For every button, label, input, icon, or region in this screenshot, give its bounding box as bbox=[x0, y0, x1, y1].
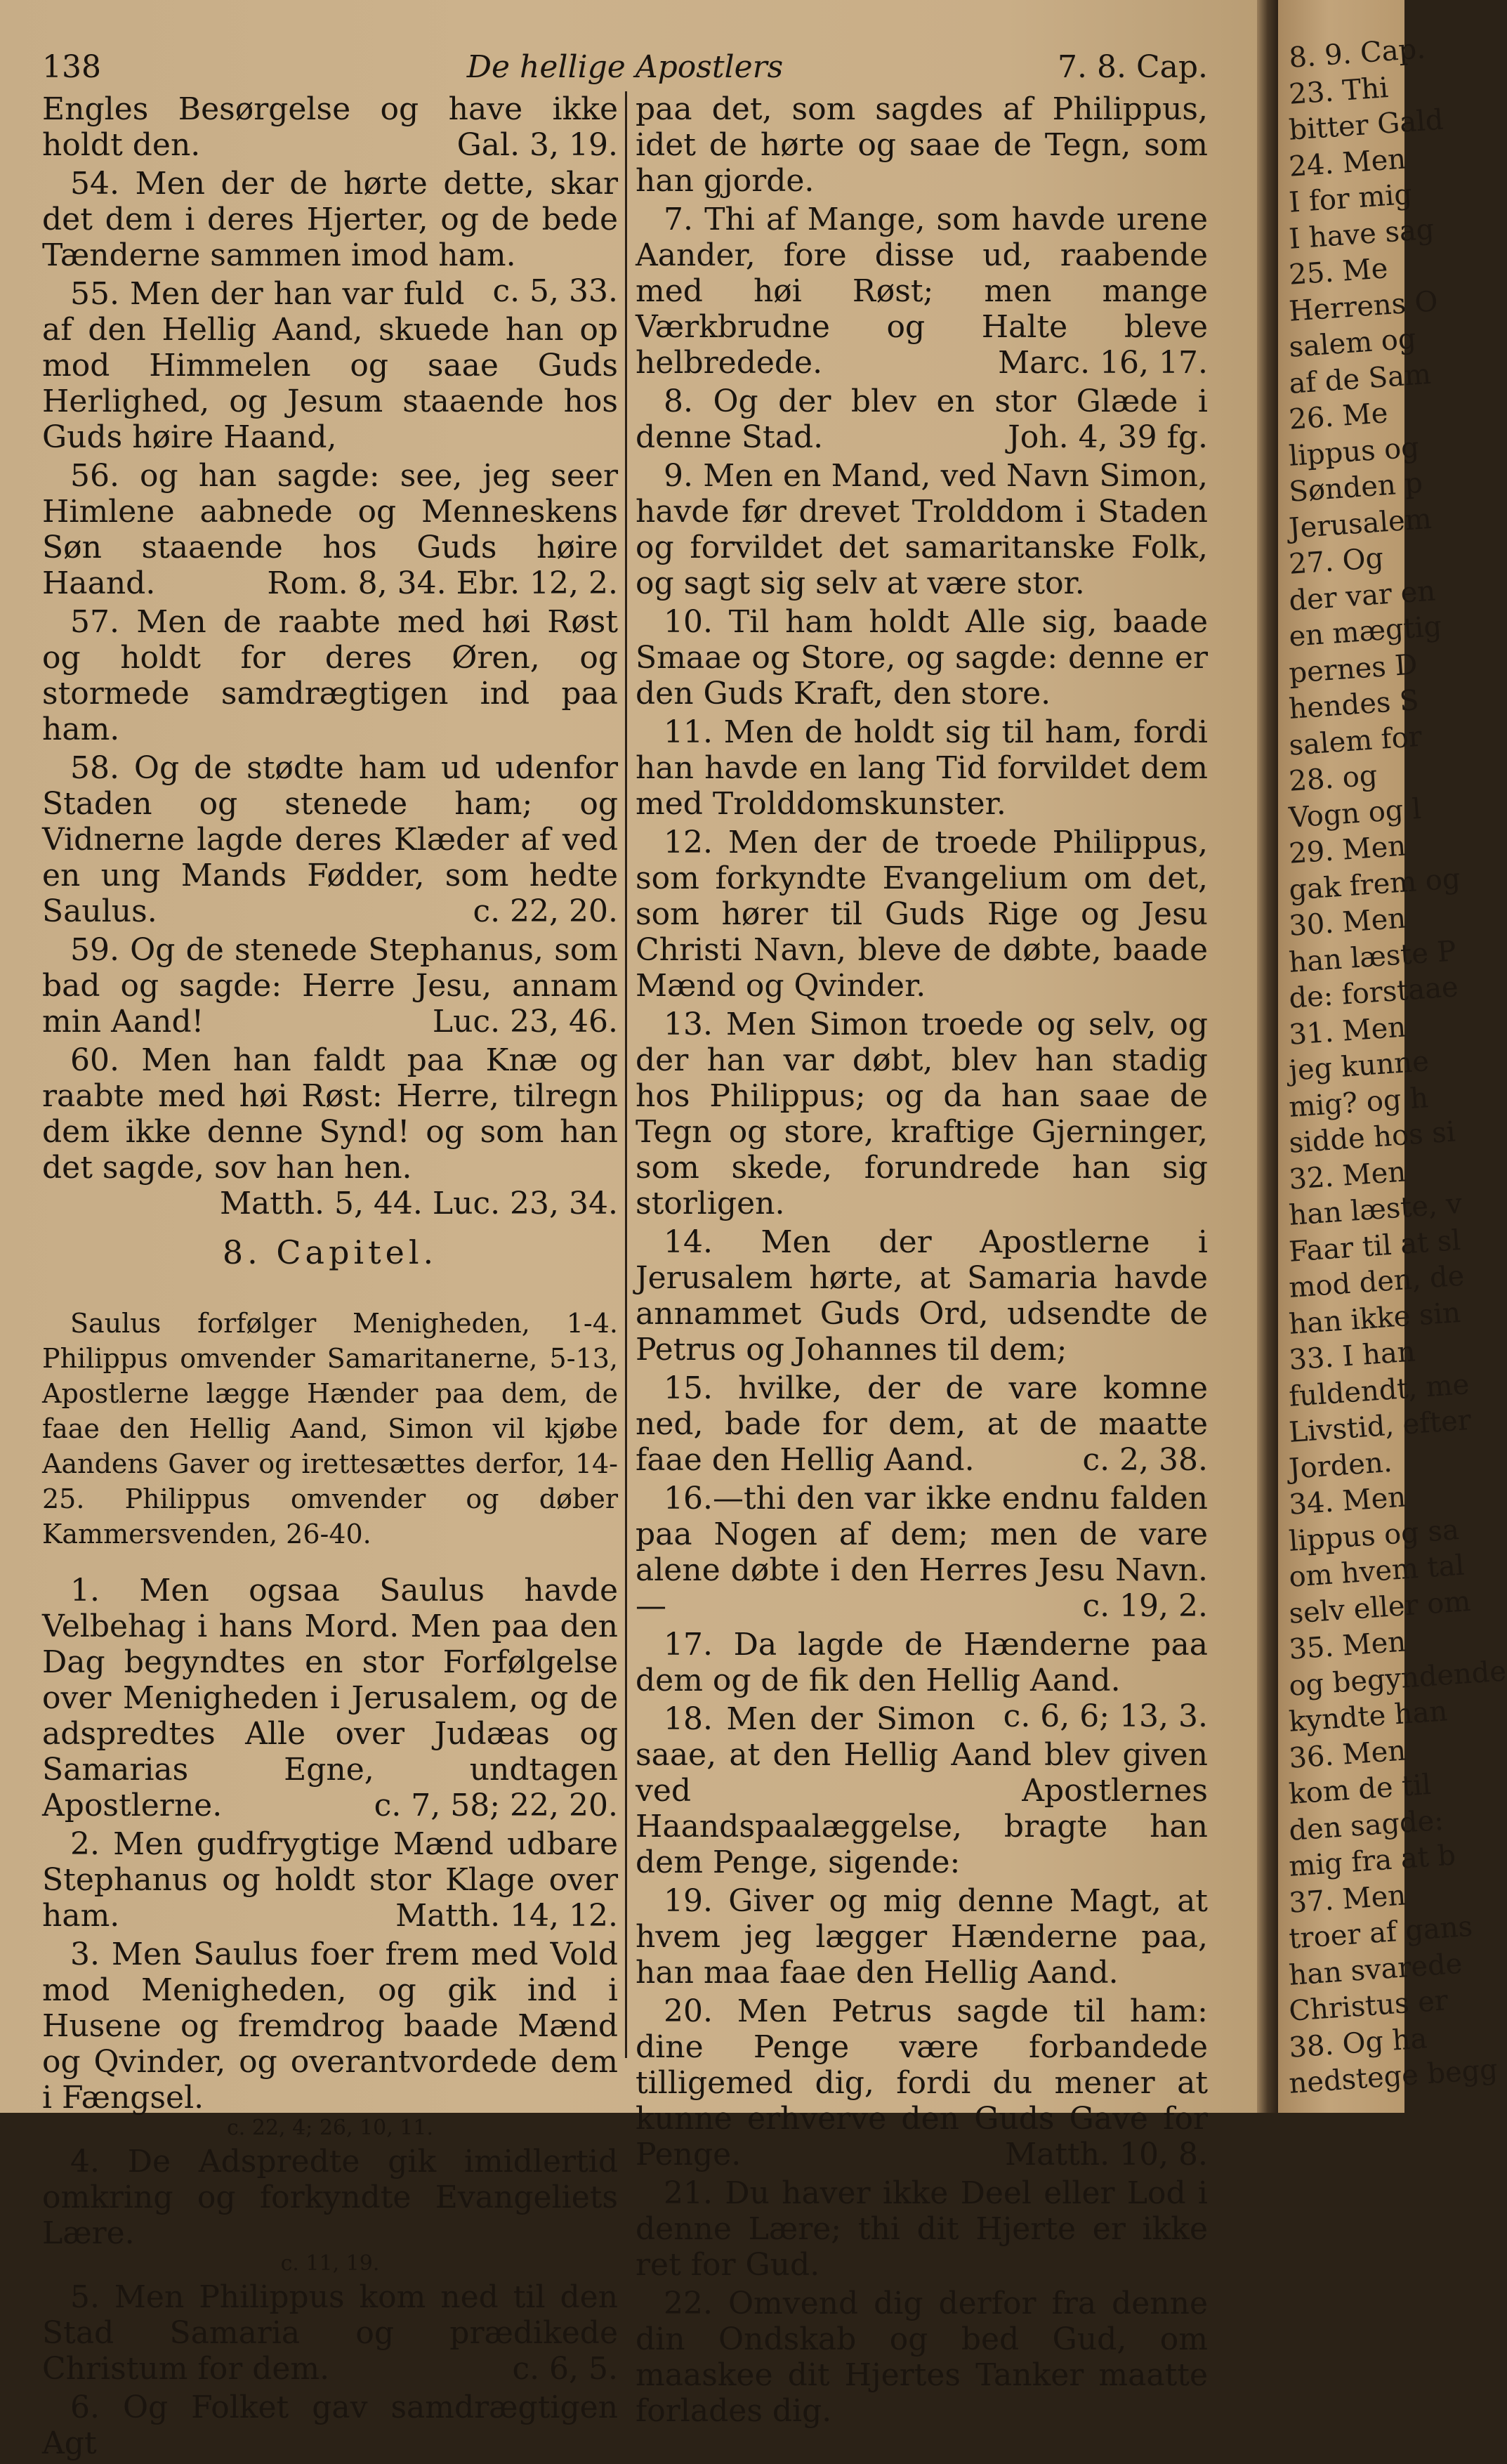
next-page-line: han læste P bbox=[1288, 934, 1458, 979]
verse-list bbox=[42, 166, 618, 1221]
verse-text: 19. Giver og mig denne Magt, at hvem jeg lægger Hænderne paa, han maa faae den Hellig Aand. bbox=[636, 1883, 1208, 1991]
verse-list bbox=[42, 1573, 618, 2461]
verse bbox=[42, 2279, 618, 2387]
next-page-edge bbox=[1278, 0, 1507, 2113]
cross-reference: c. 22, 20. bbox=[473, 893, 618, 929]
next-page-line: han læste, v bbox=[1288, 1187, 1463, 1232]
book-gutter bbox=[1257, 0, 1278, 2113]
verse-text: 14. Men der Apostlerne i Jerusalem hørte, at Samaria havde annammet Guds Ord, udsendte de Petrus og Johannes til dem; bbox=[636, 1224, 1208, 1368]
verse-text: 21. Du haver ikke Deel eller Lod i denne Lære; thi dit Hjerte er ikke ret for Gud. bbox=[636, 2175, 1208, 2283]
verse bbox=[636, 458, 1208, 601]
cross-reference: c. 7, 58; 22, 20. bbox=[374, 1788, 618, 1823]
verse-text: 54. Men der de hørte dette, skar det dem i deres Hjerter, og de bede Tænderne sammen imod ham. bbox=[42, 166, 618, 273]
cross-reference: Matth. 10, 8. bbox=[1005, 2137, 1208, 2173]
verse bbox=[636, 1007, 1208, 1221]
left-column bbox=[42, 91, 618, 2464]
cross-reference: Joh. 4, 39 fg. bbox=[1008, 419, 1208, 455]
next-page-line: salem for bbox=[1288, 720, 1423, 762]
verse-text: 11. Men de holdt sig til ham, fordi han havde en lang Tid forvildet dem med Trolddomskunster. bbox=[636, 714, 1208, 822]
cross-reference: c. 11, 19. bbox=[280, 2251, 380, 2276]
next-page-line: Jerusalem bbox=[1288, 502, 1433, 545]
chapter-summary: Saulus forfølger Menigheden, 1-4. Philippus omvender Samaritanerne, 5-13, Apostlerne lægge Hænder paa dem, de faae den Hellig Aand, Simon vil kjøbe Aandens Gaver og irettesættes derfor, 14-25. Philippus omvender og døber Kammersvenden, 26-40. bbox=[42, 1308, 618, 1549]
verse-text: 10. Til ham holdt Alle sig, baade Smaae og Store, og sagde: denne er den Guds Kraft, den store. bbox=[636, 604, 1208, 712]
verse bbox=[636, 384, 1208, 455]
verse-text: 7. Thi af Mange, som havde urene Aander, fore disse ud, raabende med høi Røst; men mange Værkbrudne og Halte bleve helbredede. bbox=[636, 202, 1208, 381]
next-page-line: Faar til at sl bbox=[1288, 1224, 1462, 1269]
verse-list bbox=[636, 202, 1208, 2429]
next-page-line: Vogn og l bbox=[1288, 792, 1423, 834]
verse-text: 20. Men Petrus sagde til ham: dine Penge være forbandede tilligemed dig, fordi du mener at kunne erhverve den Guds Gave for Penge. bbox=[636, 1993, 1208, 2173]
next-page-line: 37. Men bbox=[1288, 1878, 1407, 1920]
next-page-line: Christus er bbox=[1288, 1984, 1449, 2028]
verse-text: 56. og han sagde: see, jeg seer Himlene aabnede og Menneskens Søn staaende hos Guds høire Haand. bbox=[42, 458, 618, 601]
next-page-line: den sagde: bbox=[1288, 1804, 1445, 1847]
verse-text: 4. De Adspredte gik imidlertid omkring og forkyndte Evangeliets Lære. bbox=[42, 2144, 618, 2251]
verse-text: 59. Og de stenede Stephanus, som bad og sagde: Herre Jesu, annam min Aand! bbox=[42, 932, 618, 1040]
cross-reference: c. 19, 2. bbox=[1082, 1588, 1208, 1624]
next-page-line: af de Sam bbox=[1288, 358, 1433, 400]
next-page-line: 27. Og bbox=[1288, 542, 1385, 581]
verse bbox=[42, 604, 618, 747]
next-page-line: I for mig bbox=[1288, 178, 1414, 219]
next-page-line: 38. Og ha bbox=[1288, 2021, 1428, 2064]
next-page-line: nedstege begg bbox=[1288, 2053, 1499, 2100]
verse-text: 15. hvilke, der de vare komne ned, bade for dem, at de maatte faae den Hellig Aand. bbox=[636, 1370, 1208, 1478]
running-title: De hellige Apostlers bbox=[466, 49, 784, 85]
verse-text: 3. Men Saulus foer frem med Vold mod Menigheden, og gik ind i Husene og fremdrog baade Mænd og Qvinder, og overantvordede dem i Fængsel. bbox=[42, 1937, 618, 2116]
next-page-line: Herrens O bbox=[1288, 284, 1439, 328]
verse bbox=[42, 750, 618, 929]
verse-text: 8. Og der blev en stor Glæde i denne Stad. bbox=[636, 384, 1208, 455]
next-page-line: mig? og h bbox=[1288, 1081, 1430, 1124]
next-page-line: pernes D bbox=[1288, 648, 1419, 690]
verse bbox=[42, 2390, 618, 2461]
right-column bbox=[636, 91, 1208, 2432]
next-page-line: salem og bbox=[1288, 322, 1417, 364]
next-page-line: 34. Men bbox=[1288, 1481, 1407, 1521]
verse bbox=[636, 825, 1208, 1004]
verse bbox=[42, 1573, 618, 1823]
page-number: 138 bbox=[42, 49, 101, 85]
next-page-line: 33. I han bbox=[1288, 1335, 1416, 1377]
next-page-line: sidde hos si bbox=[1288, 1115, 1456, 1160]
verse-text: 2. Men gudfrygtige Mænd udbare Stephanus og holdt stor Klage over ham. bbox=[42, 1826, 618, 1934]
verse-text: 17. Da lagde de Hænderne paa dem og de fik den Hellig Aand. bbox=[636, 1627, 1208, 1698]
next-page-line: mod den, de bbox=[1288, 1259, 1466, 1304]
verse-continuation: paa det, som sagdes af Philippus, idet de hørte og saae de Tegn, som han gjorde. bbox=[636, 91, 1208, 199]
verse bbox=[636, 1993, 1208, 2173]
next-page-line: kom de til bbox=[1288, 1768, 1433, 1811]
next-page-line: de: forstaae bbox=[1288, 971, 1460, 1015]
next-page-line: I have sag bbox=[1288, 213, 1435, 256]
cross-reference: Marc. 16, 17. bbox=[998, 345, 1208, 381]
next-page-line: Sønden p bbox=[1288, 466, 1424, 509]
verse bbox=[636, 2175, 1208, 2283]
next-page-line: gak frem og bbox=[1288, 862, 1461, 907]
page-header bbox=[42, 49, 1208, 91]
next-page-line: der var en bbox=[1288, 574, 1437, 617]
next-page-line: kyndte han bbox=[1288, 1695, 1449, 1738]
verse-text: 22. Omvend dig derfor fra denne din Ondskab og bed Gud, om maaskee dit Hjertes Tanker maatte forlades dig. bbox=[636, 2286, 1208, 2429]
next-page-line: selv eller om bbox=[1288, 1585, 1472, 1630]
verse bbox=[42, 1826, 618, 1934]
cross-reference: Rom. 8, 34. Ebr. 12, 2. bbox=[267, 565, 618, 601]
next-page-line: om hvem tal bbox=[1288, 1549, 1466, 1594]
cross-reference: Matth. 14, 12. bbox=[395, 1898, 618, 1934]
verse-text: 57. Men de raabte med høi Røst og holdt for deres Øren, og stormede samdrægtigen ind paa ham. bbox=[42, 604, 618, 747]
next-page-line: 31. Men bbox=[1288, 1010, 1407, 1051]
next-page-line: og begyndende bbox=[1288, 1654, 1507, 1703]
next-page-line: 24. Men bbox=[1288, 142, 1407, 183]
cross-reference: Matth. 5, 44. Luc. 23, 34. bbox=[220, 1186, 618, 1221]
next-page-line: 35. Men bbox=[1288, 1625, 1407, 1666]
chapter-heading: 8. Capitel. bbox=[222, 1233, 438, 1271]
verse-text: 5. Men Philippus kom ned til den Stad Samaria og prædikede Christum for dem. bbox=[42, 2279, 618, 2387]
next-page-line: 26. Me bbox=[1288, 397, 1389, 436]
next-page-line: jeg kunne bbox=[1288, 1045, 1430, 1087]
chapter-range: 7. 8. Cap. bbox=[1058, 49, 1208, 85]
cross-reference: c. 6, 5. bbox=[512, 2351, 618, 2387]
verse-text: 60. Men han faldt paa Knæ og raabte med høi Røst: Herre, tilregn dem ikke denne Synd! og som han det sagde, sov han hen. bbox=[42, 1042, 618, 1186]
next-page-line: 25. Me bbox=[1288, 252, 1389, 291]
cross-reference: c. 2, 38. bbox=[1082, 1442, 1208, 1478]
verse bbox=[636, 1370, 1208, 1478]
next-page-line: Jorden. bbox=[1288, 1446, 1393, 1486]
next-page-line: han ikke sin bbox=[1288, 1296, 1462, 1341]
next-page-line: troer af gans bbox=[1288, 1910, 1474, 1955]
verse-text: 1. Men ogsaa Saulus havde Velbehag i hans Mord. Men paa den Dag begyndtes en stor Forfølgelse over Menigheden i Jerusalem, og de adspredtes Alle over Judæas og Samarias Egne, undtagen Apostlerne. bbox=[42, 1573, 618, 1823]
verse-text: 12. Men der de troede Philippus, som forkyndte Evangelium om det, som hører til Guds Rige og Jesu Christi Navn, bleve de døbte, baade Mænd og Qvinder. bbox=[636, 825, 1208, 1004]
verse bbox=[636, 1224, 1208, 1368]
verse-text: 18. Men der Simon saae, at den Hellig Aand blev given ved Apostlernes Haandspaalæggelse, bragte han dem Penge, sigende: bbox=[636, 1701, 1208, 1880]
cross-reference: c. 22, 4; 26, 10, 11. bbox=[226, 2116, 434, 2140]
verse bbox=[636, 1627, 1208, 1734]
verse bbox=[42, 932, 618, 1040]
cross-reference: Gal. 3, 19. bbox=[456, 127, 618, 163]
next-page-line: 36. Men bbox=[1288, 1734, 1407, 1775]
verse bbox=[42, 166, 618, 309]
verse bbox=[636, 1481, 1208, 1624]
verse-text: 55. Men der han var fuld af den Hellig Aand, skuede han op mod Himmelen og saae Guds Herlighed, og Jesum staaende hos Guds høire Haand, bbox=[42, 276, 618, 455]
next-page-line: 28. og bbox=[1288, 759, 1378, 798]
next-page-line: 29. Men bbox=[1288, 830, 1407, 870]
next-page-line: han svarede bbox=[1288, 1947, 1463, 1992]
next-page-line: bitter Gald bbox=[1288, 103, 1445, 147]
verse-text: 6. Og Folket gav samdrægtigen Agt bbox=[42, 2390, 618, 2461]
next-page-line: mig fra at b bbox=[1288, 1839, 1457, 1883]
verse-text: 16.—thi den var ikke endnu falden paa Nogen af dem; men de vare alene døbte i den Herres Jesu Navn.— bbox=[636, 1481, 1208, 1624]
column-divider bbox=[625, 91, 627, 2058]
next-page-line: lippus og sa bbox=[1288, 1513, 1461, 1558]
verse bbox=[42, 2144, 618, 2276]
next-page-line: hendes S bbox=[1288, 684, 1420, 726]
next-page-line: fuldendt, me bbox=[1288, 1368, 1470, 1413]
verse bbox=[42, 1042, 618, 1221]
cross-reference: c. 5, 33. bbox=[492, 273, 618, 309]
next-page-line: 30. Men bbox=[1288, 902, 1407, 943]
cross-reference: c. 6, 6; 13, 3. bbox=[1003, 1698, 1208, 1734]
cross-reference: Luc. 23, 46. bbox=[432, 1004, 618, 1040]
verse-continuation: Engles Besørgelse og have ikke holdt den. Gal. 3, 19. bbox=[42, 91, 618, 163]
next-page-line: Livstid, efter bbox=[1288, 1403, 1473, 1449]
verse bbox=[636, 2286, 1208, 2429]
next-page-line: 32. Men bbox=[1288, 1155, 1407, 1196]
next-page-line: en mægtig bbox=[1288, 610, 1443, 653]
verse bbox=[636, 202, 1208, 381]
verse bbox=[42, 1937, 618, 2141]
verse-text: 13. Men Simon troede og selv, og der han var døbt, blev han stadig hos Philippus; og da han saae de Tegn og store, kraftige Gjerninger, som skede, forundrede han sig storligen. bbox=[636, 1007, 1208, 1221]
next-page-line: 23. Thi bbox=[1288, 71, 1390, 111]
verse-text: 58. Og de stødte ham ud udenfor Staden og stenede ham; og Vidnerne lagde deres Klæder af ved en ung Mands Fødder, som hedte Saulus. bbox=[42, 750, 618, 929]
next-page-line: lippus og bbox=[1288, 431, 1421, 473]
verse bbox=[636, 1883, 1208, 1991]
verse bbox=[42, 458, 618, 601]
verse bbox=[636, 714, 1208, 822]
next-page-line: 8. 9. Cap. bbox=[1288, 32, 1427, 74]
verse bbox=[636, 604, 1208, 712]
verse-text: 9. Men en Mand, ved Navn Simon, havde før drevet Trolddom i Staden og forvildet det samaritanske Folk, og sagt sig selv at være stor. bbox=[636, 458, 1208, 601]
